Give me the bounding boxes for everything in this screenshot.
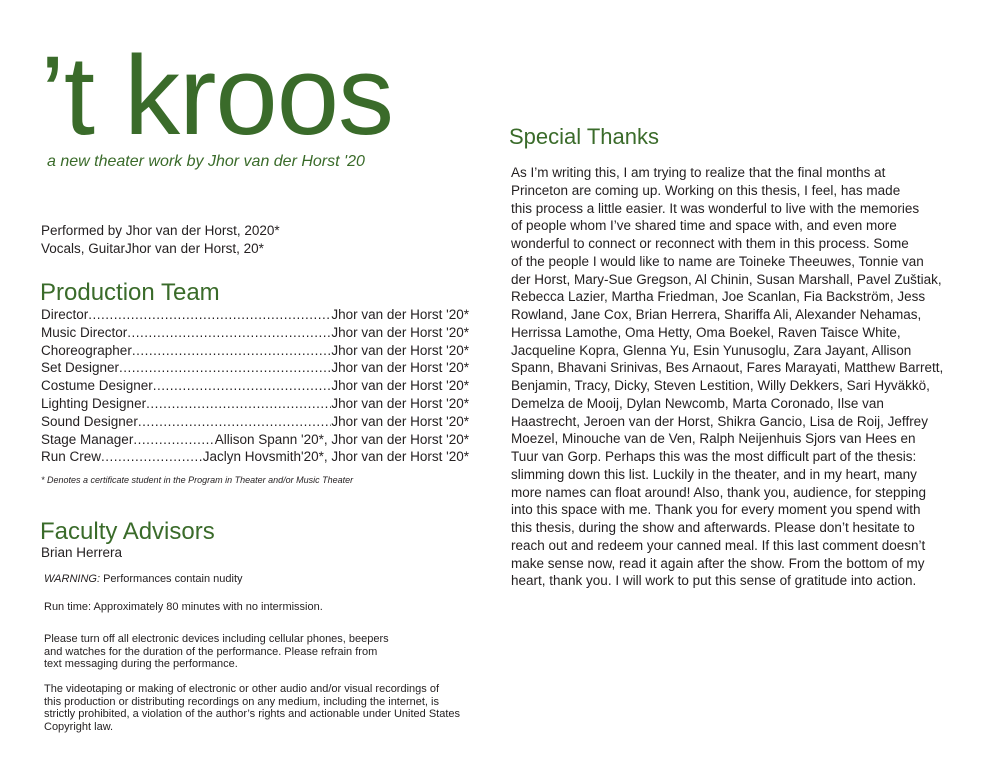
warning-text: Performances contain nudity: [100, 573, 243, 585]
thanks-line: Princeton are coming up. Working on this thesis, I feel, has made: [511, 182, 901, 198]
credit-leader-dots: [132, 342, 332, 360]
faculty-advisors-heading: Faculty Advisors: [40, 518, 215, 545]
credit-leader-dots: [146, 395, 331, 413]
thanks-line: into this space with me. Thank you for every moment you spend with: [511, 502, 921, 518]
credit-role: Director: [41, 307, 89, 322]
credit-role: Lighting Designer: [41, 395, 147, 411]
legal-notice: [44, 683, 504, 733]
special-thanks-body: [511, 164, 966, 590]
legal-line: The videotaping or making of electronic or other audio and/or visual recordings of: [44, 683, 440, 695]
faculty-advisor-name: Brian Herrera: [41, 545, 123, 560]
credit-row: [41, 359, 469, 377]
thanks-line: As I’m writing this, I am trying to realize that the final months at: [511, 165, 886, 180]
credit-row: [41, 342, 469, 360]
credit-leader-dots: [127, 324, 331, 342]
thanks-line: Spann, Bhavani Srinivas, Bes Arnaout, Fares Marayati, Matthew Barrett,: [511, 360, 944, 376]
warning-label: WARNING:: [44, 573, 101, 585]
special-thanks-heading: Special Thanks: [509, 124, 660, 149]
devices-notice: [44, 633, 424, 671]
thanks-line: Benjamin, Tracy, Dicky, Steven Lestition, Willy Dekkers, Sari Hyväkkö,: [511, 378, 930, 393]
thanks-line: Rowland, Jane Cox, Brian Herrera, Shariffa Ali, Alexander Nehamas,: [511, 307, 922, 322]
warning-notice: [44, 573, 243, 585]
credit-row: [41, 413, 469, 431]
thanks-line: Moezel, Minouche van de Ven, Ralph Neijenhuis Sjors van Hees en: [511, 431, 916, 447]
credit-leader-dots: [133, 431, 214, 449]
thanks-line: Jacqueline Kopra, Glenna Yu, Esin Yunusoglu, Zara Jayant, Allison: [511, 342, 912, 358]
page-title: ’t kroos: [40, 33, 393, 158]
credit-name: Allison Spann '20*, Jhor van der Horst '20*: [214, 431, 469, 447]
thanks-line: Haastrecht, Jeroen van der Horst, Shikra Gancio, Lisa de Roij, Jeffrey: [511, 413, 928, 429]
credit-name: Jhor van der Horst '20*: [331, 413, 469, 429]
thanks-line: of the people I would like to name are Toineke Theeuwes, Tonnie van: [511, 253, 924, 269]
credit-role: Set Designer: [41, 360, 120, 376]
credit-row: [41, 448, 469, 466]
thanks-line: more names can float around! Also, thank you, audience, for stepping: [511, 484, 927, 500]
credit-name: Jhor van der Horst '20*: [331, 360, 469, 376]
performed-line: Performed by Jhor van der Horst, 2020*: [41, 223, 280, 238]
credit-leader-dots: [101, 448, 203, 466]
footnote: * Denotes a certificate student in the Program in Theater and/or Music Theater: [41, 475, 354, 485]
credit-role: Run Crew: [41, 449, 102, 465]
credit-name: Jhor van der Horst '20*: [331, 307, 469, 322]
legal-line: this production or distributing recordings on any medium, including the internet, is: [44, 695, 439, 708]
credit-role: Music Director: [41, 324, 128, 340]
credit-row: [41, 431, 469, 449]
thanks-line: Tuur van Gorp. Perhaps this was the most difficult part of the thesis:: [511, 449, 917, 464]
thanks-line: der Horst, Mary-Sue Gregson, Al Chinin, Susan Marshall, Pavel Zuštiak,: [511, 271, 942, 287]
credit-row: [41, 395, 469, 413]
thanks-line: reach out and redeem your canned meal. If this last comment doesn’t: [511, 537, 926, 553]
credit-row: [41, 377, 469, 395]
thanks-line: make sense now, read it again after the show. From the bottom of my: [511, 555, 925, 571]
thanks-line: this thesis, during the show and afterwards. Please don’t hesitate to: [511, 520, 915, 535]
credit-name: Jaclyn Hovsmith'20*, Jhor van der Horst '20*: [202, 449, 469, 465]
credit-leader-dots: [88, 306, 331, 324]
credit-name: Jhor van der Horst '20*: [331, 324, 469, 340]
credit-row: [41, 324, 469, 342]
credit-name: Jhor van der Horst '20*: [331, 378, 469, 394]
credit-role: Stage Manager: [41, 431, 134, 447]
production-team-heading: Production Team: [40, 279, 220, 306]
performed-by: [41, 222, 280, 258]
subtitle: a new theater work by Jhor van der Horst '20: [47, 153, 365, 170]
credit-role: Choreographer: [41, 342, 132, 358]
thanks-line: of people whom I’ve shared time and space with, and even more: [511, 218, 897, 234]
credits-list: [41, 306, 469, 466]
legal-line: Copyright law.: [44, 720, 114, 733]
credit-leader-dots: [138, 413, 332, 431]
performed-line: Vocals, GuitarJhor van der Horst, 20*: [41, 241, 264, 256]
thanks-line: wonderful to connect or reconnect with them in this process. Some: [511, 236, 909, 251]
credit-role: Costume Designer: [41, 378, 153, 394]
devices-line: and watches for the duration of the performance. Please refrain from: [44, 645, 378, 658]
credit-name: Jhor van der Horst '20*: [331, 342, 469, 358]
thanks-line: Demelza de Mooij, Dylan Newcomb, Marta Coronado, Ilse van: [511, 395, 884, 411]
thanks-line: Herrissa Lamothe, Oma Hetty, Oma Boekel, Raven Taisce White,: [511, 324, 901, 340]
credit-leader-dots: [153, 377, 332, 395]
credit-role: Sound Designer: [41, 413, 138, 429]
thanks-line: Rebecca Lazier, Martha Friedman, Joe Scanlan, Fia Backström, Jess: [511, 289, 926, 305]
devices-line: text messaging during the performance.: [44, 658, 238, 670]
legal-line: strictly prohibited, a violation of the author’s rights and actionable under United States: [44, 708, 461, 720]
thanks-line: heart, thank you. I will work to put this sense of gratitude into action.: [511, 573, 917, 589]
thanks-line: slimming down this list. Luckily in the theater, and in my heart, many: [511, 466, 917, 482]
thanks-line: this process a little easier. It was wonderful to live with the memories: [511, 200, 920, 216]
devices-line: Please turn off all electronic devices including cellular phones, beepers: [44, 633, 389, 645]
credit-leader-dots: [119, 359, 331, 377]
credit-row: [41, 306, 469, 324]
credit-name: Jhor van der Horst '20*: [331, 395, 469, 411]
runtime-notice: Run time: Approximately 80 minutes with no intermission.: [44, 601, 323, 613]
